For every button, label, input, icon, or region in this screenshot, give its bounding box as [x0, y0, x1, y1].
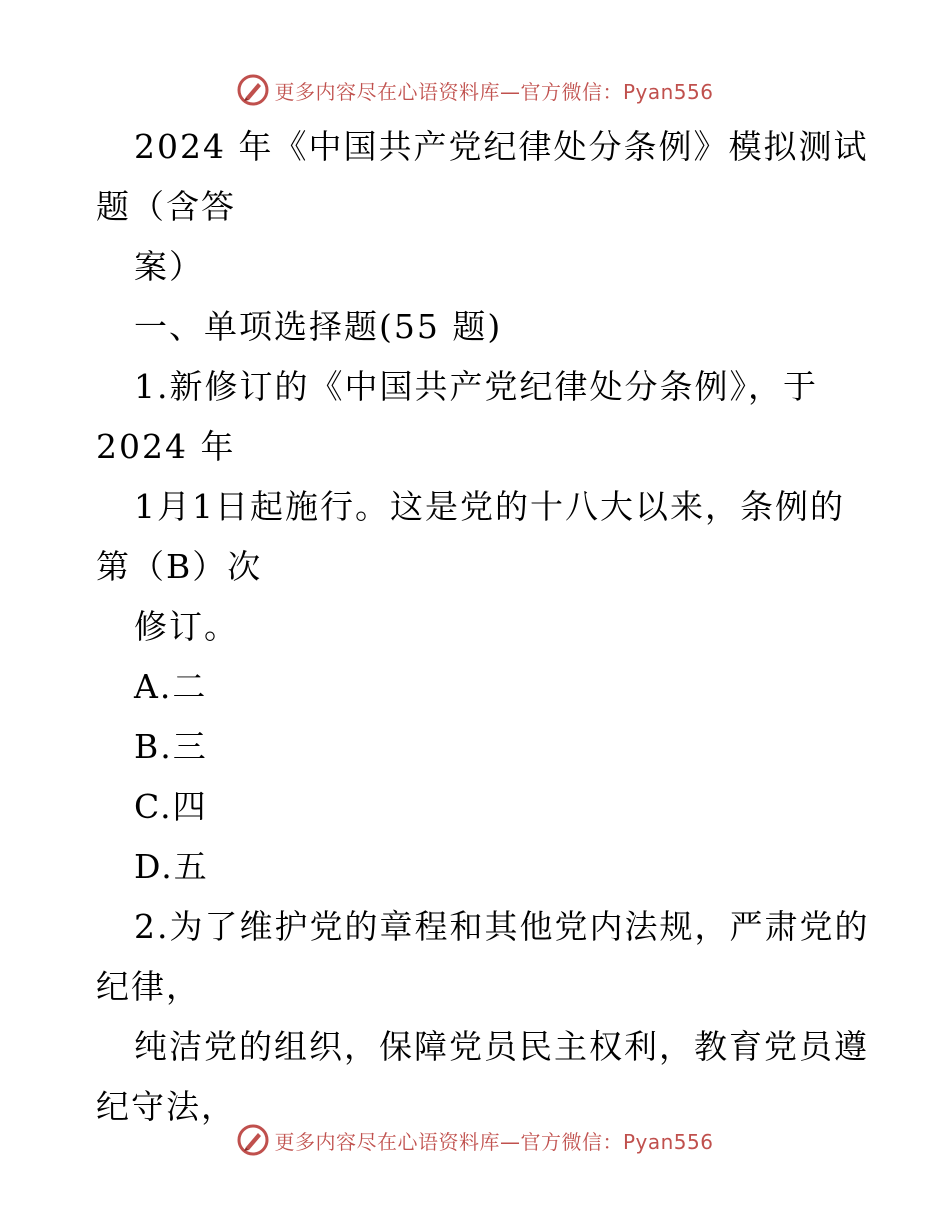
- header-banner-text: 更多内容尽在心语资料库—官方微信：Pyan556: [274, 79, 714, 104]
- question-1-line-4: 第（B）次: [96, 547, 263, 586]
- question-2-line-4: 纪守法，: [96, 1087, 236, 1126]
- question-2-line-3: 纯洁党的组织，保障党员民主权利，教育党员遵: [134, 1027, 869, 1066]
- document-body: [96, 117, 886, 1137]
- question-1-line-1: 1.新修订的《中国共产党纪律处分条例》，于: [134, 367, 818, 406]
- question-1-line-2: 2024 年: [96, 427, 236, 466]
- pen-logo-icon: [236, 73, 270, 107]
- question-2-line-2: 纪律，: [96, 967, 201, 1006]
- title-line-3: 案）: [134, 247, 204, 286]
- option-a: A.二: [134, 667, 208, 706]
- question-1-line-3: 1月1日起施行。这是党的十八大以来，条例的: [134, 487, 845, 526]
- footer-banner-text: 更多内容尽在心语资料库—官方微信：Pyan556: [274, 1129, 714, 1154]
- section-heading: 一、单项选择题(55 题): [134, 307, 503, 346]
- pen-logo-icon: [236, 1123, 270, 1157]
- title-line-1: 2024 年《中国共产党纪律处分条例》模拟测试: [134, 127, 869, 166]
- question-1-line-5: 修订。: [134, 607, 239, 646]
- option-c: C.四: [134, 787, 208, 826]
- title-line-2: 题（含答: [96, 187, 236, 226]
- footer-banner: [0, 1120, 950, 1160]
- option-b: B.三: [134, 727, 208, 766]
- question-2-line-1: 2.为了维护党的章程和其他党内法规，严肃党的: [134, 907, 870, 946]
- header-banner: [0, 70, 950, 110]
- option-d: D.五: [134, 847, 209, 886]
